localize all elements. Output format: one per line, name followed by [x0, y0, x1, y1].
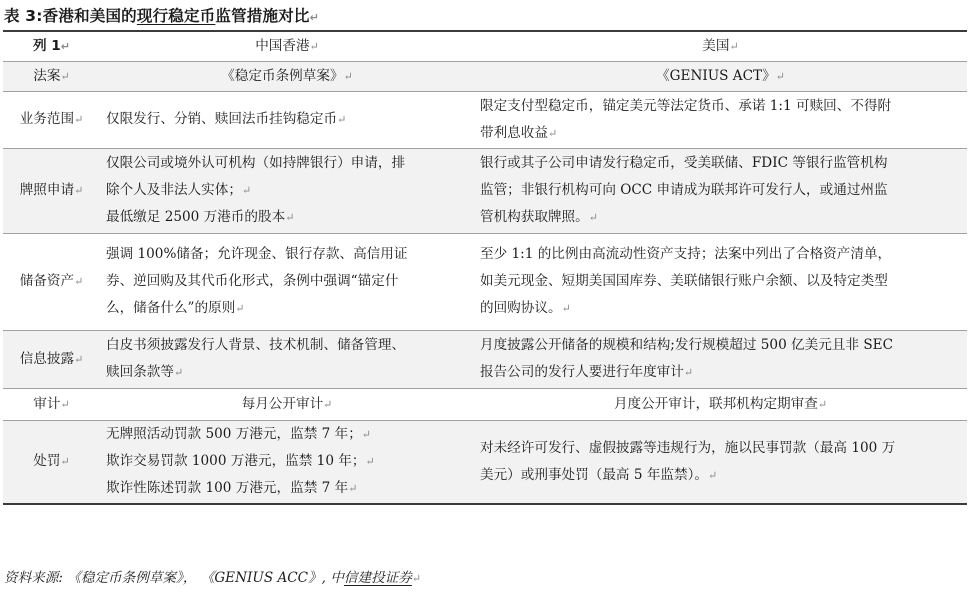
cell-line: 限定支付型稳定币，锚定美元等法定货币、承诺 1:1 可赎回、不得附 [480, 97, 892, 114]
table-row [3, 420, 967, 504]
cell-line: 强调 100%储备；允许现金、银行存款、高信用证 [106, 246, 408, 262]
cell-line: 欺诈性陈述罚款 100 万港元，监禁 7 年↵ [106, 480, 358, 497]
cell-hong-kong [100, 91, 474, 148]
cell-hong-kong [100, 388, 474, 420]
cell-line: 如美元现金、短期美国国库券、美联储银行账户余额、以及特定类型 [480, 273, 888, 289]
cell-line: 带利息收益↵ [480, 124, 558, 141]
table-row [3, 91, 967, 148]
header-usa: 美国↵ [474, 31, 967, 61]
table-row [3, 233, 967, 330]
cell-usa [474, 330, 967, 388]
source-note: 资料来源: 《稳定币条例草案》， 《GENIUS ACC》, 中信建投证券↵ [4, 570, 422, 586]
cell-line: 么，储备什么”的原则↵ [106, 300, 245, 316]
cell-line: 券、逆回购及其代币化形式，条例中强调“锚定什 [106, 273, 399, 289]
cell-line: 《稳定币条例草案》↵ [221, 67, 353, 84]
cell-line: 监管；非银行机构可向 OCC 申请成为联邦许可发行人，或通过州监 [480, 182, 888, 198]
header-col-1: 列 1↵ [3, 31, 100, 61]
cell-line: 《GENIUS ACT》↵ [656, 67, 785, 84]
table-header-row [3, 31, 967, 61]
cell-usa [474, 420, 967, 504]
cell-line: 白皮书须披露发行人背景、技术机制、储备管理、 [106, 337, 406, 353]
row-label: 信息披露↵ [3, 330, 100, 388]
row-label: 储备资产↵ [3, 233, 100, 330]
cell-usa [474, 148, 967, 233]
cell-line: 对未经许可发行、虚假披露等违规行为，施以民事罚款（最高 100 万 [480, 439, 896, 456]
cell-line: 仅限公司或境外认可机构（如持牌银行）申请，排 [106, 155, 406, 171]
comparison-table [3, 30, 967, 505]
row-label: 业务范围↵ [3, 91, 100, 148]
cell-line: 每月公开审计↵ [241, 395, 333, 412]
cell-line: 报告公司的发行人要进行年度审计↵ [480, 364, 694, 380]
cell-line: 除个人及非法人实体；↵ [106, 182, 252, 198]
cell-line: 的回购协议。↵ [480, 300, 571, 316]
header-hong-kong: 中国香港↵ [100, 31, 474, 61]
cell-hong-kong [100, 233, 474, 330]
cell-line: 银行或其子公司申请发行稳定币，受美联储、FDIC 等银行监管机构 [480, 155, 888, 171]
row-label: 审计↵ [3, 388, 100, 420]
cell-line: 无牌照活动罚款 500 万港元，监禁 7 年；↵ [106, 426, 372, 443]
table-title: 表 3:香港和美国的现行稳定币监管措施对比↵ [4, 7, 320, 25]
cell-usa [474, 61, 967, 91]
cell-line: 赎回条款等↵ [106, 364, 184, 380]
cell-line: 仅限发行、分销、赎回法币挂钩稳定币↵ [106, 111, 347, 127]
cell-usa [474, 388, 967, 420]
cell-hong-kong [100, 420, 474, 504]
cell-line: 欺诈交易罚款 1000 万港元，监禁 10 年；↵ [106, 453, 375, 470]
cell-line: 至少 1:1 的比例由高流动性资产支持；法案中列出了合格资产清单， [480, 246, 892, 262]
cell-line: 月度公开审计，联邦机构定期审查↵ [613, 395, 828, 412]
cell-usa [474, 91, 967, 148]
row-label: 处罚↵ [3, 420, 100, 504]
table-row [3, 330, 967, 388]
cell-line: 月度披露公开储备的规模和结构;发行规模超过 500 亿美元且非 SEC [480, 337, 893, 353]
cell-line: 最低缴足 2500 万港币的股本↵ [106, 209, 295, 225]
cell-hong-kong [100, 61, 474, 91]
cell-usa [474, 233, 967, 330]
table-row [3, 148, 967, 233]
cell-line: 管机构获取牌照。↵ [480, 209, 598, 225]
row-label: 法案↵ [3, 61, 100, 91]
cell-hong-kong [100, 148, 474, 233]
cell-line: 美元）或刑事处罚（最高 5 年监禁）。↵ [480, 466, 718, 483]
table-row [3, 388, 967, 420]
cell-hong-kong [100, 330, 474, 388]
table-row [3, 61, 967, 91]
row-label: 牌照申请↵ [3, 148, 100, 233]
